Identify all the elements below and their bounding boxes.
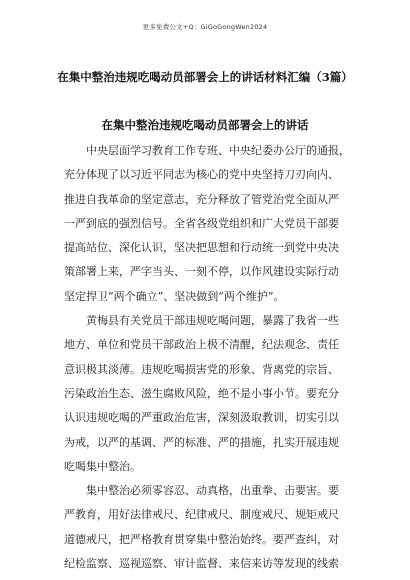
text-line: 中央层面学习教育工作专班、中央纪委办公厅的通报，: [86, 144, 350, 157]
paragraph-1: [64, 139, 364, 309]
text-line: 提高站位、深化认识，坚决把思想和行动统一到党中央决: [64, 241, 339, 255]
text-line: 污染政治生态、滋生腐败风险，绝不是小事小节。要充分: [64, 386, 339, 400]
text-line: 推进自我革命的坚定意志，充分释放了管党治党全面从严: [64, 192, 339, 206]
header-note: 更多免费公文+Q：GiGoGongWen2024: [142, 23, 268, 31]
text-line: 黄梅县有关党员干部违规吃喝问题，暴露了我省一些: [86, 314, 339, 328]
text-line: 集中整治必须零容忍、动真格，出重拳、击要害。要: [86, 484, 339, 498]
text-line: 吃喝集中整治。: [64, 459, 141, 473]
text-line: 认识违规吃喝的严重政治危害，深刻汲取教训，切实引以: [64, 411, 339, 425]
text-line: 意识极其淡薄。违规吃喝损害党的形象、背离党的宗旨、: [64, 362, 339, 376]
section-title: 在集中整治违规吃喝动员部署会上的讲话: [101, 118, 309, 132]
paragraph-3: [64, 479, 364, 576]
text-line: 纪检监察、巡视巡察、审计监督、来信来访等发现的线索: [64, 557, 339, 571]
text-line: 策部署上来，严字当头、一刻不停，以作风建设实际行动: [64, 265, 339, 279]
text-line: 一严到底的强烈信号。全省各级党组织和广大党员干部要: [64, 216, 339, 230]
text-line: 道德戒尺，把严格教育贯穿集中整治始终。要严查纠，对: [64, 532, 339, 546]
text-line: 严教育，用好法律戒尺、纪律戒尺、制度戒尺、规矩戒尺: [64, 508, 339, 522]
paragraph-2: [64, 309, 364, 479]
document-body: [64, 139, 364, 576]
text-line: 地方、单位和党员干部政治上极不清醒，纪法观念、责任: [64, 338, 339, 352]
document-title: 在集中整治违规吃喝动员部署会上的讲话材料汇编（3篇）: [57, 70, 353, 84]
text-line: 为戒，以严的基调、严的标准、严的措施，扎实开展违规: [64, 435, 339, 449]
text-line: 坚定捍卫“两个确立”、坚决做到“两个维护”。: [64, 289, 285, 303]
text-line: 充分体现了以习近平同志为核心的党中央坚持刀刃向内、: [64, 168, 339, 182]
